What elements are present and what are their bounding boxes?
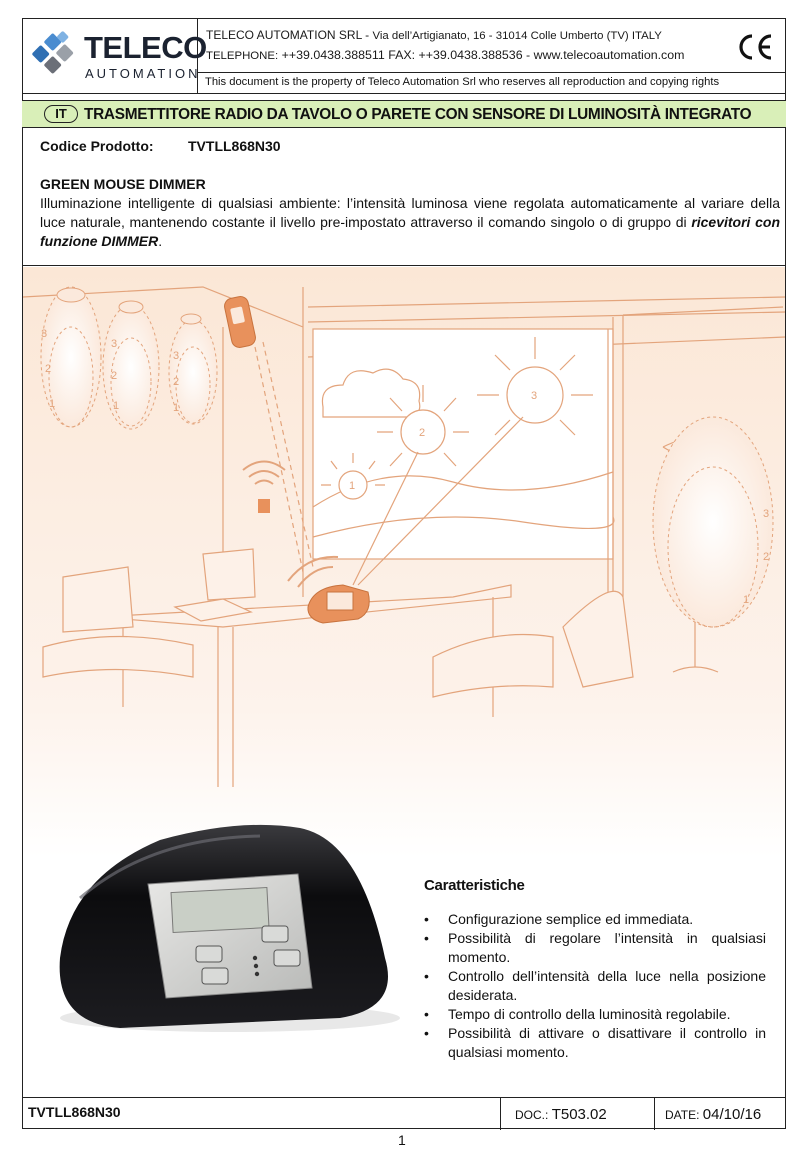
bullet-icon: •	[424, 930, 429, 946]
sun-level-label: 2	[419, 427, 426, 439]
sun-level-label: 1	[349, 480, 356, 492]
lamp-level-label: 2	[763, 551, 770, 563]
characteristics-list	[424, 910, 766, 1062]
property-notice: This document is the property of Teleco Automation Srl who reserves all reproduction and copying rights	[198, 72, 786, 93]
lamp-level-label: 2	[45, 363, 52, 375]
ceiling-lamp-icon	[119, 301, 143, 313]
lcd-display	[171, 888, 269, 933]
page-number: 1	[398, 1132, 406, 1148]
logo-subtext: AUTOMATION	[85, 66, 201, 81]
footer-product-code: TVTLL868N30	[28, 1104, 121, 1120]
footer-date	[654, 1098, 786, 1130]
description-text: Illuminazione intelligente di qualsiasi ambiente: l’intensità luminosa viene regolata automaticamente al variare della luce naturale, mantenendo costante il livello pre-impostato attraverso il comando singolo o di gruppo di	[40, 195, 780, 230]
page-title: TRASMETTITORE RADIO DA TAVOLO O PARETE CON SENSORE DI LUMINOSITÀ INTEGRATO	[84, 106, 752, 123]
company-address: Via dell’Artigianato, 16 - 31014 Colle Umberto (TV) ITALY	[372, 30, 662, 42]
lamp-level-label: 3	[763, 508, 770, 520]
product-code-label: Codice Prodotto:	[40, 138, 154, 154]
list-item: • Controllo dell’intensità della luce nella posizione desiderata.	[424, 968, 766, 1003]
footer-doc	[500, 1098, 654, 1130]
lamp-level-label: 1	[49, 398, 56, 410]
company-logo	[22, 18, 207, 93]
lamp-level-label: 1	[173, 402, 180, 414]
logo-text: TELECO	[84, 30, 207, 65]
product-code: TVTLL868N30	[188, 138, 281, 154]
lamp-level-label: 2	[173, 376, 180, 388]
date-label: DATE:	[665, 1108, 700, 1122]
doc-number: T503.02	[551, 1106, 607, 1123]
bullet-icon: •	[424, 1025, 429, 1041]
product-name: GREEN MOUSE DIMMER	[40, 176, 206, 192]
list-item: • Possibilità di regolare l’intensità in qualsiasi momento.	[424, 930, 766, 965]
date-value: 04/10/16	[702, 1106, 762, 1123]
lamp-level-label: 3	[173, 350, 180, 362]
list-item: • Configurazione semplice ed immediata.	[424, 911, 694, 927]
telephone-number: ++39.0438.388511	[281, 48, 385, 62]
document-header	[22, 18, 786, 93]
room-illustration	[23, 267, 785, 857]
fax-number: ++39.0438.388536	[418, 48, 523, 62]
button-up	[196, 946, 222, 962]
list-item: • Possibilità di attivare o disattivare il controllo in qualsiasi momento.	[424, 1025, 766, 1060]
product-photo	[40, 818, 412, 1038]
company-line: TELECO AUTOMATION SRL - Via dell’Artigianato, 16 - 31014 Colle Umberto (TV) ITALY	[206, 28, 662, 42]
language-badge: IT	[44, 105, 78, 123]
button-right-down	[274, 950, 300, 966]
lamp-level-label: 3	[41, 328, 48, 340]
telephone-label: TELEPHONE:	[206, 50, 279, 62]
bullet-icon: •	[424, 911, 429, 927]
bullet-icon: •	[424, 1006, 429, 1022]
doc-label: DOC.:	[515, 1108, 549, 1122]
lamp-level-label: 2	[111, 370, 118, 382]
button-right-up	[262, 926, 288, 942]
company-name: TELECO AUTOMATION SRL	[206, 28, 362, 42]
lamp-level-label: 3	[111, 338, 118, 350]
document-footer	[22, 1097, 786, 1129]
bullet-icon: •	[424, 968, 429, 984]
header-divider	[22, 93, 786, 94]
list-item: • Tempo di controllo della luminosità regolabile.	[424, 1006, 731, 1022]
button-down	[202, 968, 228, 984]
ceiling-lamp-icon	[181, 314, 201, 324]
intro-divider	[22, 265, 786, 266]
lamp-level-label: 1	[113, 400, 120, 412]
lamp-level-label: 1	[743, 594, 750, 606]
teleco-logo-mark-icon	[32, 30, 78, 78]
sun-level-label: 3	[531, 390, 538, 402]
product-description	[40, 194, 780, 251]
title-bar	[22, 100, 786, 128]
characteristics-title: Caratteristiche	[424, 877, 525, 894]
contact-line: TELEPHONE: ++39.0438.388511 FAX: ++39.0438.388536 - www.telecoautomation.com	[206, 48, 685, 62]
ceiling-lamp-icon	[57, 288, 85, 302]
ce-mark-icon	[736, 32, 774, 62]
description-end: .	[158, 233, 163, 249]
description-emphasis: ricevitori con funzione DIMMER	[40, 214, 781, 249]
fax-label: FAX:	[388, 48, 416, 62]
website-link[interactable]: www.telecoautomation.com	[533, 48, 685, 62]
